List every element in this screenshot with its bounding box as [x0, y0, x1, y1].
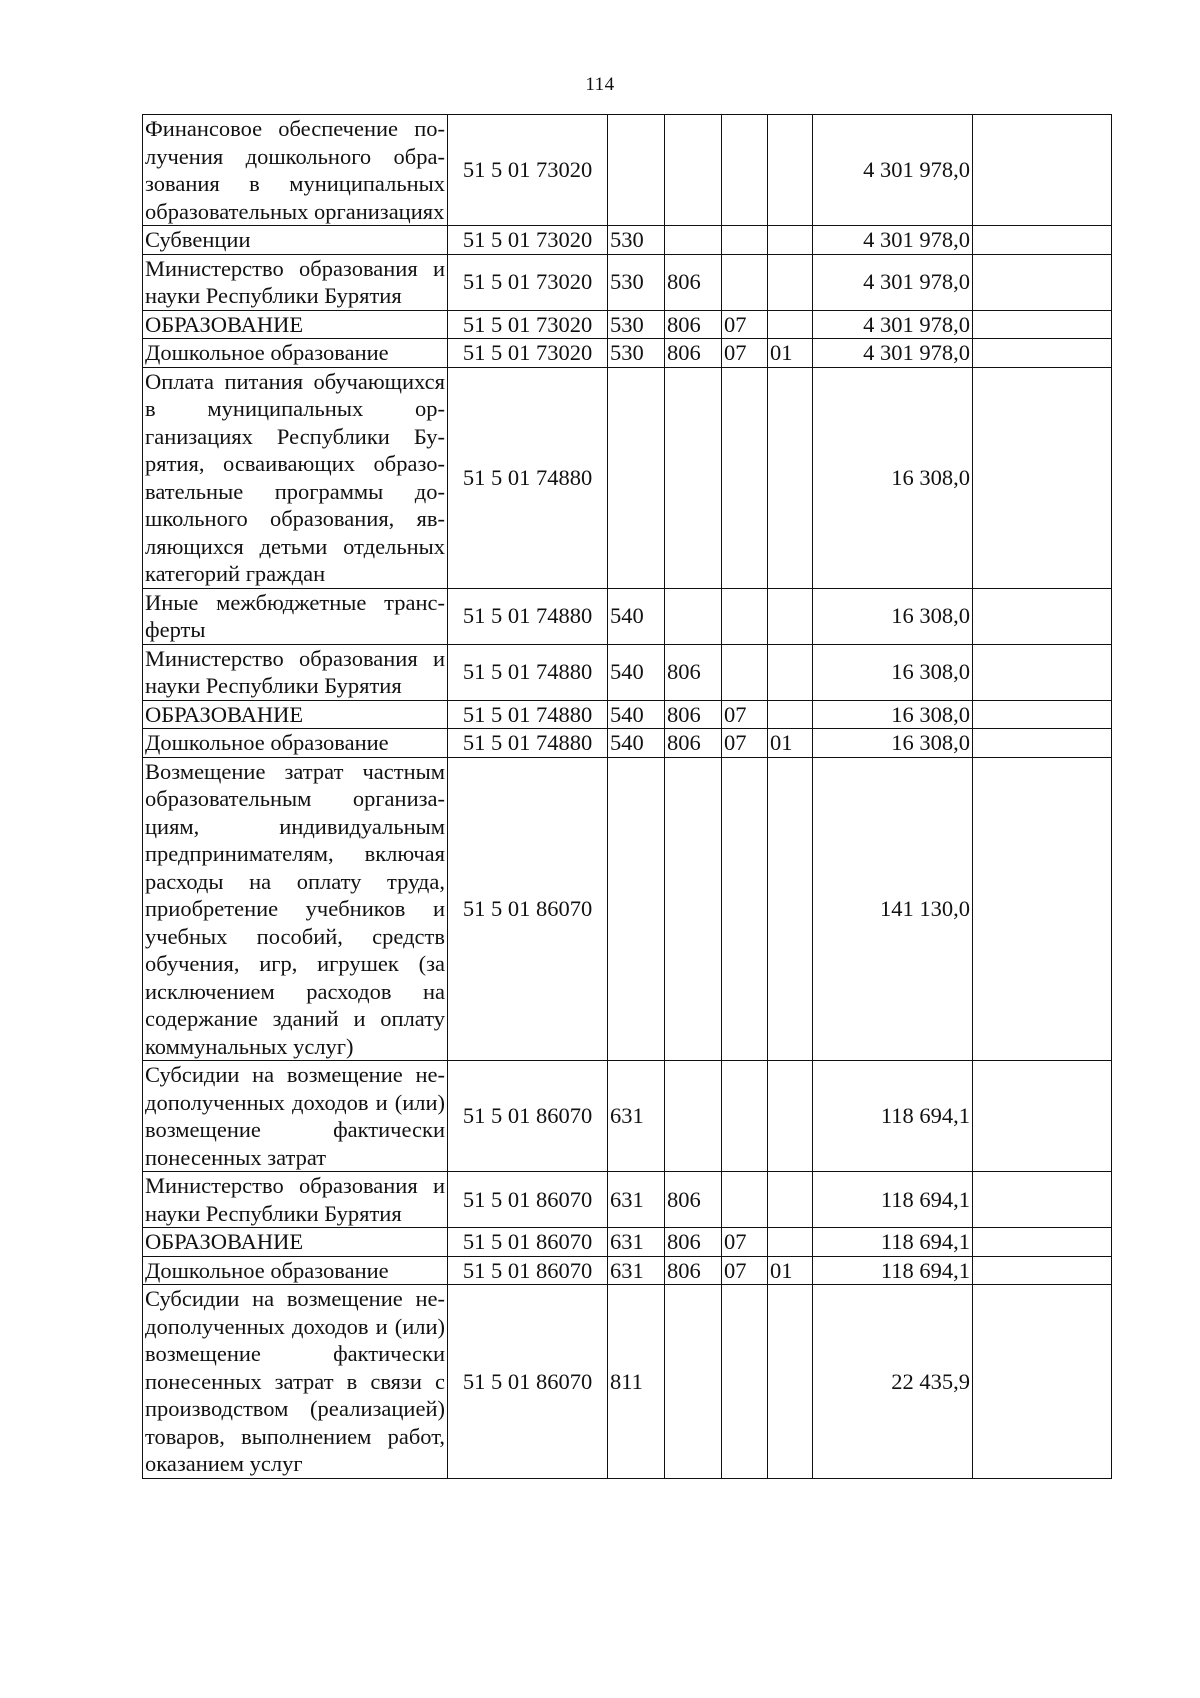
cell-name: Иные межбюджетные трансферты	[143, 588, 448, 644]
cell-subsection	[768, 310, 813, 339]
cell-section: 07	[722, 1256, 768, 1285]
cell-section	[722, 367, 768, 588]
cell-subsection	[768, 254, 813, 310]
cell-subsection: 01	[768, 729, 813, 758]
table-row	[143, 1061, 1112, 1172]
cell-extra	[973, 226, 1112, 255]
cell-section: 07	[722, 339, 768, 368]
cell-section: 07	[722, 729, 768, 758]
cell-target-article: 51 5 01 86070	[448, 1172, 608, 1228]
cell-subsection	[768, 115, 813, 226]
table-row	[143, 1172, 1112, 1228]
cell-section	[722, 1285, 768, 1479]
cell-expense-type: 540	[608, 644, 665, 700]
cell-amount: 4 301 978,0	[813, 226, 973, 255]
cell-target-article: 51 5 01 74880	[448, 644, 608, 700]
cell-ministry-code	[665, 226, 722, 255]
cell-amount: 118 694,1	[813, 1061, 973, 1172]
cell-subsection	[768, 757, 813, 1061]
cell-name: Министерство образования и науки Республики Бурятия	[143, 644, 448, 700]
cell-name: ОБРАЗОВАНИЕ	[143, 700, 448, 729]
cell-subsection	[768, 700, 813, 729]
cell-extra	[973, 1285, 1112, 1479]
cell-section: 07	[722, 700, 768, 729]
table-row	[143, 226, 1112, 255]
cell-ministry-code	[665, 1285, 722, 1479]
table-row	[143, 115, 1112, 226]
cell-name: ОБРАЗОВАНИЕ	[143, 310, 448, 339]
cell-target-article: 51 5 01 86070	[448, 1256, 608, 1285]
cell-extra	[973, 1061, 1112, 1172]
cell-expense-type: 530	[608, 226, 665, 255]
cell-section	[722, 1061, 768, 1172]
page-number: 114	[585, 74, 615, 95]
cell-section	[722, 588, 768, 644]
cell-section	[722, 757, 768, 1061]
cell-target-article: 51 5 01 86070	[448, 757, 608, 1061]
cell-section: 07	[722, 1228, 768, 1257]
cell-subsection	[768, 588, 813, 644]
cell-amount: 16 308,0	[813, 729, 973, 758]
cell-target-article: 51 5 01 73020	[448, 339, 608, 368]
cell-name: Оплата питания обучающихся в муниципальных организациях Республики Бурятия, осваивающих образовательные программы дошкольного образования, являющихся детьми отдельных категорий граждан	[143, 367, 448, 588]
cell-expense-type: 540	[608, 700, 665, 729]
cell-name: Министерство образования и науки Республики Бурятия	[143, 254, 448, 310]
cell-amount: 22 435,9	[813, 1285, 973, 1479]
budget-table	[142, 114, 1112, 1479]
cell-extra	[973, 588, 1112, 644]
cell-extra	[973, 339, 1112, 368]
table-row	[143, 254, 1112, 310]
cell-expense-type: 631	[608, 1228, 665, 1257]
cell-subsection	[768, 644, 813, 700]
cell-ministry-code: 806	[665, 1256, 722, 1285]
cell-expense-type	[608, 115, 665, 226]
cell-ministry-code: 806	[665, 1228, 722, 1257]
cell-target-article: 51 5 01 86070	[448, 1228, 608, 1257]
cell-name: Субсидии на возмещение недополученных доходов и (или) возмещение фактически понесенных затрат в связи с производством (реализацией) товаров, выполнением работ, оказанием услуг	[143, 1285, 448, 1479]
cell-target-article: 51 5 01 74880	[448, 588, 608, 644]
cell-expense-type: 631	[608, 1256, 665, 1285]
cell-expense-type: 530	[608, 254, 665, 310]
cell-target-article: 51 5 01 86070	[448, 1285, 608, 1479]
table-row	[143, 700, 1112, 729]
table-row	[143, 339, 1112, 368]
cell-subsection	[768, 1228, 813, 1257]
cell-amount: 16 308,0	[813, 367, 973, 588]
cell-amount: 4 301 978,0	[813, 254, 973, 310]
cell-amount: 118 694,1	[813, 1256, 973, 1285]
cell-extra	[973, 1172, 1112, 1228]
cell-extra	[973, 644, 1112, 700]
cell-section: 07	[722, 310, 768, 339]
table-row	[143, 1285, 1112, 1479]
cell-subsection	[768, 1172, 813, 1228]
table-row	[143, 310, 1112, 339]
cell-amount: 118 694,1	[813, 1172, 973, 1228]
cell-section	[722, 254, 768, 310]
cell-amount: 4 301 978,0	[813, 339, 973, 368]
cell-amount: 4 301 978,0	[813, 310, 973, 339]
cell-expense-type: 530	[608, 339, 665, 368]
cell-target-article: 51 5 01 73020	[448, 115, 608, 226]
cell-ministry-code	[665, 115, 722, 226]
cell-subsection	[768, 367, 813, 588]
cell-target-article: 51 5 01 74880	[448, 729, 608, 758]
cell-expense-type: 540	[608, 729, 665, 758]
cell-target-article: 51 5 01 86070	[448, 1061, 608, 1172]
table-row	[143, 729, 1112, 758]
cell-target-article: 51 5 01 73020	[448, 254, 608, 310]
cell-expense-type: 631	[608, 1061, 665, 1172]
cell-ministry-code	[665, 1061, 722, 1172]
cell-name: Субсидии на возмещение недополученных доходов и (или) возмещение фактически понесенных затрат	[143, 1061, 448, 1172]
cell-expense-type: 540	[608, 588, 665, 644]
cell-expense-type	[608, 367, 665, 588]
cell-section	[722, 1172, 768, 1228]
cell-name: Субвенции	[143, 226, 448, 255]
cell-extra	[973, 700, 1112, 729]
table-row	[143, 588, 1112, 644]
cell-extra	[973, 115, 1112, 226]
budget-table-body	[143, 115, 1112, 1479]
table-row	[143, 367, 1112, 588]
cell-expense-type: 530	[608, 310, 665, 339]
cell-subsection	[768, 1061, 813, 1172]
cell-ministry-code: 806	[665, 700, 722, 729]
cell-ministry-code	[665, 588, 722, 644]
cell-name: ОБРАЗОВАНИЕ	[143, 1228, 448, 1257]
cell-expense-type	[608, 757, 665, 1061]
cell-section	[722, 115, 768, 226]
cell-extra	[973, 729, 1112, 758]
cell-ministry-code: 806	[665, 644, 722, 700]
cell-subsection	[768, 1285, 813, 1479]
cell-section	[722, 644, 768, 700]
cell-name: Министерство образования и науки Республики Бурятия	[143, 1172, 448, 1228]
cell-extra	[973, 310, 1112, 339]
cell-extra	[973, 1228, 1112, 1257]
table-row	[143, 644, 1112, 700]
cell-amount: 16 308,0	[813, 588, 973, 644]
cell-name: Возмещение затрат частным образовательным организациям, индивидуальным предпринимателям, включая расходы на оплату труда, приобретение учебников и учебных пособий, средств обучения, игр, игрушек (за исключением расходов на содержание зданий и оплату коммунальных услуг)	[143, 757, 448, 1061]
cell-ministry-code: 806	[665, 310, 722, 339]
cell-name: Финансовое обеспечение получения дошкольного образования в муниципальных образовательных организациях	[143, 115, 448, 226]
cell-extra	[973, 254, 1112, 310]
cell-subsection	[768, 226, 813, 255]
cell-extra	[973, 757, 1112, 1061]
cell-name: Дошкольное образование	[143, 1256, 448, 1285]
cell-ministry-code	[665, 367, 722, 588]
cell-ministry-code: 806	[665, 339, 722, 368]
cell-target-article: 51 5 01 74880	[448, 700, 608, 729]
cell-amount: 16 308,0	[813, 700, 973, 729]
cell-target-article: 51 5 01 73020	[448, 226, 608, 255]
cell-target-article: 51 5 01 73020	[448, 310, 608, 339]
cell-subsection: 01	[768, 1256, 813, 1285]
cell-expense-type: 631	[608, 1172, 665, 1228]
table-row	[143, 757, 1112, 1061]
cell-extra	[973, 367, 1112, 588]
cell-ministry-code: 806	[665, 729, 722, 758]
cell-amount: 16 308,0	[813, 644, 973, 700]
cell-name: Дошкольное образование	[143, 729, 448, 758]
cell-section	[722, 226, 768, 255]
cell-expense-type: 811	[608, 1285, 665, 1479]
table-row	[143, 1256, 1112, 1285]
cell-extra	[973, 1256, 1112, 1285]
table-row	[143, 1228, 1112, 1257]
cell-ministry-code: 806	[665, 1172, 722, 1228]
cell-amount: 141 130,0	[813, 757, 973, 1061]
cell-subsection: 01	[768, 339, 813, 368]
cell-name: Дошкольное образование	[143, 339, 448, 368]
cell-ministry-code	[665, 757, 722, 1061]
cell-target-article: 51 5 01 74880	[448, 367, 608, 588]
cell-ministry-code: 806	[665, 254, 722, 310]
cell-amount: 118 694,1	[813, 1228, 973, 1257]
cell-amount: 4 301 978,0	[813, 115, 973, 226]
